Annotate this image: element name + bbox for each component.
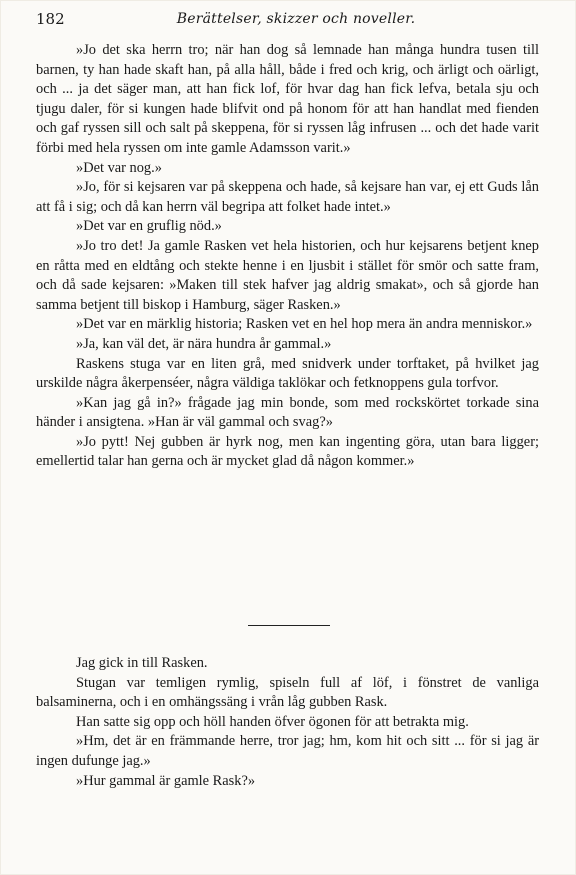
paragraph: »Det var nog.» bbox=[76, 159, 162, 176]
paragraph: »Det var en märklig historia; Rasken vet en hel hop mera än andra menniskor.» bbox=[76, 316, 533, 333]
section-divider bbox=[248, 625, 330, 626]
paragraph: »Kan jag gå in?» frågade jag min bonde, som med rockskörtet torkade sina händer i ansigtena. »Han är väl gammal och svag?» bbox=[36, 394, 539, 431]
paragraph: Raskens stuga var en liten grå, med snidverk under torftaket, på hvilket jag urskilde några åkerpenséer, några väldiga taklökar och fetknoppens gula torfvor. bbox=[36, 355, 539, 392]
paragraph: Jag gick in till Rasken. bbox=[76, 655, 208, 671]
paragraph: Han satte sig opp och höll handen öfver ögonen för att betrakta mig. bbox=[76, 713, 469, 730]
paragraph: »Hm, det är en främmande herre, tror jag; hm, kom hit och sitt ... för si jag är ingen dufunge jag.» bbox=[36, 733, 539, 769]
text-section-two bbox=[36, 654, 539, 791]
page-number: 182 bbox=[36, 10, 65, 28]
paragraph: »Det var en gruflig nöd.» bbox=[76, 218, 222, 235]
paragraph: »Jo det ska herrn tro; när han dog så lemnade han många hundra tusen till barnen, ty han hade skaft han, på alla håll, både i fred och krig, och ärligt och oärligt, och ... ja det säger man, att han fick lof, för hvar dag han fick lefva, betala sju och tjugu daler, för si kungen hade blifvit ond på honom för att han handlat med fienden och gaf ryssen sill och salt på skeppena, för si ryssen låg infrusen ... och det hade varit förbi med hela ryssen om inte gamle Adamsson varit.» bbox=[36, 42, 539, 156]
paragraph: »Ja, kan väl det, är nära hundra år gammal.» bbox=[76, 335, 332, 352]
text-section-one bbox=[36, 41, 539, 472]
page-header bbox=[36, 10, 556, 30]
paragraph: »Jo pytt! Nej gubben är hyrk nog, men kan ingenting göra, utan bara ligger; emellertid talar han gerna och är mycket glad då någon kommer.» bbox=[36, 433, 539, 470]
paragraph: »Jo tro det! Ja gamle Rasken vet hela historien, och hur kejsarens betjent knep en råtta med en eldtång och stekte henne i en ljusbit i stället för smör och satte fram, och då sade kejsaren: »Maken till stek hafver jag aldrig smakat», och så gjorde han samma betjent till biskop i Hamburg, säger Rasken.» bbox=[36, 237, 539, 313]
paragraph: Stugan var temligen rymlig, spiseln full af löf, i fönstret de vanliga balsaminerna, och i en omhängssäng i vrån låg gubben Rask. bbox=[36, 674, 539, 711]
paragraph: »Hur gammal är gamle Rask?» bbox=[76, 772, 256, 789]
paragraph: »Jo, för si kejsaren var på skeppena och hade, så kejsare han var, ej ett Guds lån att få i sig; och då kan herrn väl begripa att folket hade intet.» bbox=[36, 179, 539, 215]
running-title: Berättelser, skizzer och noveller. bbox=[176, 11, 416, 27]
